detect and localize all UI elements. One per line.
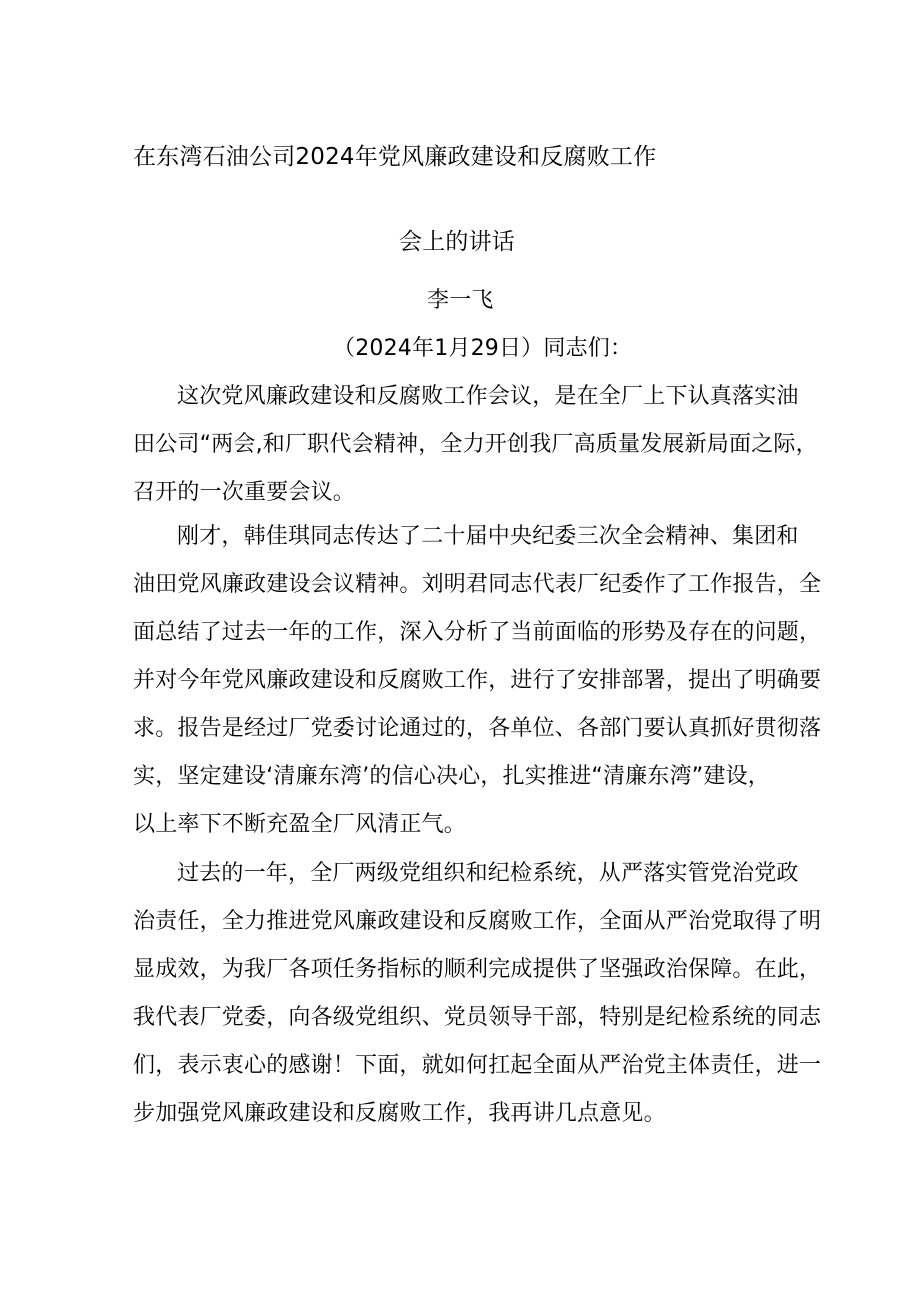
paragraph-1 [133,373,818,517]
paragraph-line: 步加强党风廉政建设和反腐败工作，我再讲几点意见。 [133,1101,666,1126]
paragraph-line: 刚才，韩佳琪同志传达了二十届中央纪委三次全会精神、集团和 [177,524,799,549]
paragraph-line: 实，坚定建设‘清廉东湾’的信心决心，扎实推进“清廉东湾”建设， [133,764,770,789]
paragraph-line: 并对今年党风廉政建设和反腐败工作，进行了安排部署，提出了明确要 [133,668,822,693]
paragraph-line: 们，表示衷心的感谢！下面，就如何扛起全面从严治党主体责任，进一 [133,1053,822,1078]
paragraph-line: 以上率下不断充盈全厂风清正气。 [133,812,467,837]
date-and-salutation: （2024年1月29日）同志们： [333,336,633,361]
paragraph-line: 我代表厂党委，向各级党组织、党员领导干部，特别是纪检系统的同志 [133,1005,822,1030]
paragraph-line: 田公司“两会,和厂职代会精神，全力开创我厂高质量发展新局面之际， [133,432,818,457]
paragraph-line: 过去的一年，全厂两级党组织和纪检系统，从严落实管党治党政 [177,861,799,886]
paragraph-line: 这次党风廉政建设和反腐败工作会议，是在全厂上下认真落实油 [177,384,799,409]
author-name: 李一飞 [427,288,494,313]
paragraph-line: 求。报告是经过厂党委讨论通过的，各单位、各部门要认真抓好贯彻落 [133,716,822,741]
paragraph-line: 显成效，为我厂各项任务指标的顺利完成提供了坚强政治保障。在此， [133,957,822,982]
title-line-2: 会上的讲话 [399,229,515,255]
paragraph-2 [133,513,822,849]
paragraph-line: 召开的一次重要会议。 [133,480,356,505]
paragraph-line: 治责任，全力推进党风廉政建设和反腐败工作，全面从严治党取得了明 [133,909,822,934]
paragraph-3 [133,850,822,1138]
paragraph-line: 油田党风廉政建设会议精神。刘明君同志代表厂纪委作了工作报告，全 [133,572,822,597]
paragraph-line: 面总结了过去一年的工作，深入分析了当前面临的形势及存在的问题， [133,620,822,645]
title-line-1: 在东湾石油公司2024年党风廉政建设和反腐败工作 [133,144,657,170]
